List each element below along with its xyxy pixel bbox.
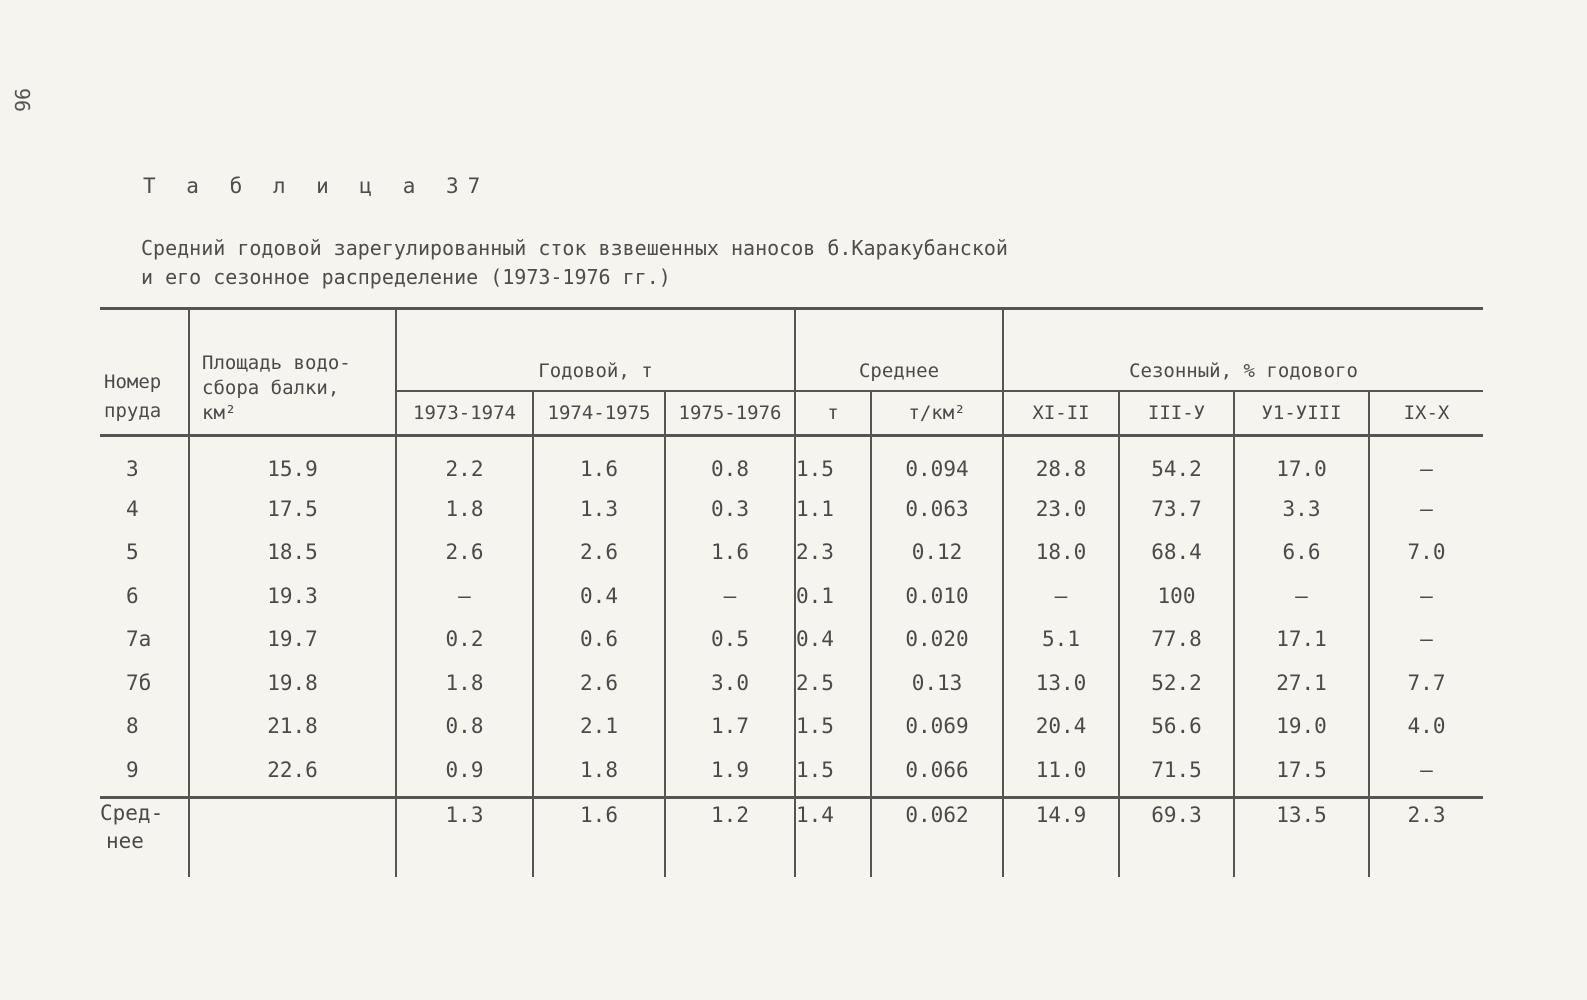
cell-1974-1975: 2.1 bbox=[533, 705, 665, 749]
cell-1973-1974: 1.8 bbox=[396, 661, 533, 705]
cell-1974-1975: 0.6 bbox=[533, 618, 665, 662]
cell-mean-t: 0.1 bbox=[795, 574, 871, 618]
cell-iii-v: 100 bbox=[1119, 574, 1234, 618]
header-season-ix-x: IX-X bbox=[1369, 391, 1483, 436]
cell-1975-1976: 1.6 bbox=[665, 531, 795, 575]
cell-vi-viii: 6.6 bbox=[1234, 531, 1369, 575]
cell-1975-1976: – bbox=[665, 574, 795, 618]
cell-1973-1974: 2.2 bbox=[396, 436, 533, 488]
header-mean: Среднее bbox=[795, 309, 1003, 392]
cell-iii-v: 71.5 bbox=[1119, 748, 1234, 797]
cell-pond-number: 3 bbox=[126, 457, 139, 481]
header-year-1974-1975: 1974-1975 bbox=[533, 391, 665, 436]
cell-1974-1975: 1.8 bbox=[533, 748, 665, 797]
cell-iii-v: 73.7 bbox=[1119, 487, 1234, 531]
cell-xi-ii: 20.4 bbox=[1003, 705, 1119, 749]
cell-mean-t: 1.5 bbox=[795, 705, 871, 749]
cell-1974-1975: 2.6 bbox=[533, 531, 665, 575]
cell-mean-t-km2: 0.010 bbox=[871, 574, 1003, 618]
cell-xi-ii: 18.0 bbox=[1003, 531, 1119, 575]
cell-vi-viii: – bbox=[1234, 574, 1369, 618]
cell-pond-number: 6 bbox=[126, 583, 139, 608]
cell-area: 19.8 bbox=[189, 661, 396, 705]
cell-ix-x-average: 2.3 bbox=[1369, 797, 1483, 877]
page-number: 96 bbox=[10, 88, 34, 113]
cell-xi-ii-average: 14.9 bbox=[1003, 797, 1119, 877]
cell-xi-ii: 23.0 bbox=[1003, 487, 1119, 531]
cell-mean-t-km2: 0.020 bbox=[871, 618, 1003, 662]
caption-line: и его сезонное распределение (1973-1976 гг.) bbox=[141, 265, 671, 289]
cell-iii-v: 54.2 bbox=[1119, 436, 1234, 488]
cell-xi-ii: 11.0 bbox=[1003, 748, 1119, 797]
cell-1973-1974-average: 1.3 bbox=[396, 797, 533, 877]
cell-1974-1975: 1.3 bbox=[533, 487, 665, 531]
header-area: Площадь водо- сбора балки, км² bbox=[189, 309, 396, 436]
cell-ix-x: – bbox=[1369, 487, 1483, 531]
cell-mean-t: 1.5 bbox=[795, 748, 871, 797]
table-row bbox=[100, 748, 1483, 797]
cell-xi-ii: 5.1 bbox=[1003, 618, 1119, 662]
cell-mean-t: 1.1 bbox=[795, 487, 871, 531]
cell-mean-t: 1.5 bbox=[795, 436, 871, 488]
table-row bbox=[100, 574, 1483, 618]
cell-area: 22.6 bbox=[189, 748, 396, 797]
header-seasonal: Сезонный, % годового bbox=[1003, 309, 1483, 392]
cell-1975-1976: 0.3 bbox=[665, 487, 795, 531]
cell-mean-t-km2: 0.12 bbox=[871, 531, 1003, 575]
header-season-iii-v: III-У bbox=[1119, 391, 1234, 436]
table-row bbox=[100, 661, 1483, 705]
cell-mean-t-km2: 0.094 bbox=[871, 436, 1003, 488]
cell-1973-1974: 0.9 bbox=[396, 748, 533, 797]
cell-1975-1976: 3.0 bbox=[665, 661, 795, 705]
table-row bbox=[100, 618, 1483, 662]
cell-vi-viii: 17.0 bbox=[1234, 436, 1369, 488]
cell-pond-number: 7а bbox=[126, 627, 152, 652]
cell-vi-viii: 17.5 bbox=[1234, 748, 1369, 797]
cell-mean-t: 2.3 bbox=[795, 531, 871, 575]
cell-mean-t-km2: 0.063 bbox=[871, 487, 1003, 531]
header-year-1973-1974: 1973-1974 bbox=[396, 391, 533, 436]
cell-ix-x: 7.0 bbox=[1369, 531, 1483, 575]
cell-area: 21.8 bbox=[189, 705, 396, 749]
cell-pond-number: 9 bbox=[126, 757, 139, 782]
cell-area: 19.3 bbox=[189, 574, 396, 618]
cell-1974-1975: 2.6 bbox=[533, 661, 665, 705]
cell-vi-viii: 17.1 bbox=[1234, 618, 1369, 662]
cell-vi-viii: 3.3 bbox=[1234, 487, 1369, 531]
cell-iii-v: 77.8 bbox=[1119, 618, 1234, 662]
cell-ix-x: – bbox=[1369, 748, 1483, 797]
header-season-vi-viii: У1-УIII bbox=[1234, 391, 1369, 436]
data-table bbox=[100, 307, 1483, 877]
table-row bbox=[100, 436, 1483, 488]
table-row bbox=[100, 705, 1483, 749]
cell-xi-ii: 28.8 bbox=[1003, 436, 1119, 488]
header-mean-t: т bbox=[795, 391, 871, 436]
cell-average-label: Сред- нее bbox=[100, 797, 189, 877]
table-row-average bbox=[100, 797, 1483, 877]
cell-mean-t-average: 1.4 bbox=[795, 797, 871, 877]
caption-line: Средний годовой зарегулированный сток взвешенных наносов б.Каракубанской bbox=[141, 236, 1008, 260]
header-pond-number: Номер пруда bbox=[100, 309, 189, 436]
cell-vi-viii-average: 13.5 bbox=[1234, 797, 1369, 877]
cell-ix-x: – bbox=[1369, 574, 1483, 618]
table-label: Т а б л и ц а 37 bbox=[143, 174, 490, 198]
cell-iii-v: 56.6 bbox=[1119, 705, 1234, 749]
cell-1975-1976-average: 1.2 bbox=[665, 797, 795, 877]
cell-area-average bbox=[189, 797, 396, 877]
cell-ix-x: – bbox=[1369, 618, 1483, 662]
cell-1974-1975: 1.6 bbox=[533, 436, 665, 488]
cell-iii-v-average: 69.3 bbox=[1119, 797, 1234, 877]
header-annual: Годовой, т bbox=[396, 309, 795, 392]
cell-mean-t: 2.5 bbox=[795, 661, 871, 705]
table-row bbox=[100, 487, 1483, 531]
cell-1973-1974: 2.6 bbox=[396, 531, 533, 575]
cell-1975-1976: 0.5 bbox=[665, 618, 795, 662]
cell-mean-t-km2: 0.069 bbox=[871, 705, 1003, 749]
cell-iii-v: 52.2 bbox=[1119, 661, 1234, 705]
cell-mean-t-km2-average: 0.062 bbox=[871, 797, 1003, 877]
cell-1975-1976: 1.9 bbox=[665, 748, 795, 797]
cell-vi-viii: 19.0 bbox=[1234, 705, 1369, 749]
cell-mean-t-km2: 0.066 bbox=[871, 748, 1003, 797]
cell-xi-ii: – bbox=[1003, 574, 1119, 618]
cell-ix-x: 4.0 bbox=[1369, 705, 1483, 749]
cell-pond-number: 5 bbox=[126, 540, 139, 565]
cell-mean-t: 0.4 bbox=[795, 618, 871, 662]
cell-ix-x: 7.7 bbox=[1369, 661, 1483, 705]
header-season-xi-ii: XI-II bbox=[1003, 391, 1119, 436]
cell-vi-viii: 27.1 bbox=[1234, 661, 1369, 705]
header-year-1975-1976: 1975-1976 bbox=[665, 391, 795, 436]
cell-1974-1975: 0.4 bbox=[533, 574, 665, 618]
cell-xi-ii: 13.0 bbox=[1003, 661, 1119, 705]
cell-1975-1976: 0.8 bbox=[665, 436, 795, 488]
table-caption bbox=[141, 234, 1008, 292]
cell-iii-v: 68.4 bbox=[1119, 531, 1234, 575]
cell-1973-1974: 0.8 bbox=[396, 705, 533, 749]
cell-area: 15.9 bbox=[189, 436, 396, 488]
cell-mean-t-km2: 0.13 bbox=[871, 661, 1003, 705]
header-mean-t-km2: т/км² bbox=[871, 391, 1003, 436]
cell-1974-1975-average: 1.6 bbox=[533, 797, 665, 877]
cell-pond-number: 7б bbox=[126, 670, 152, 695]
cell-1973-1974: 0.2 bbox=[396, 618, 533, 662]
table-body bbox=[100, 436, 1483, 877]
cell-1973-1974: 1.8 bbox=[396, 487, 533, 531]
cell-area: 17.5 bbox=[189, 487, 396, 531]
cell-area: 18.5 bbox=[189, 531, 396, 575]
cell-1973-1974: – bbox=[396, 574, 533, 618]
cell-area: 19.7 bbox=[189, 618, 396, 662]
cell-1975-1976: 1.7 bbox=[665, 705, 795, 749]
table-row bbox=[100, 531, 1483, 575]
cell-pond-number: 8 bbox=[126, 714, 139, 739]
cell-ix-x: – bbox=[1369, 436, 1483, 488]
cell-pond-number: 4 bbox=[126, 496, 139, 521]
